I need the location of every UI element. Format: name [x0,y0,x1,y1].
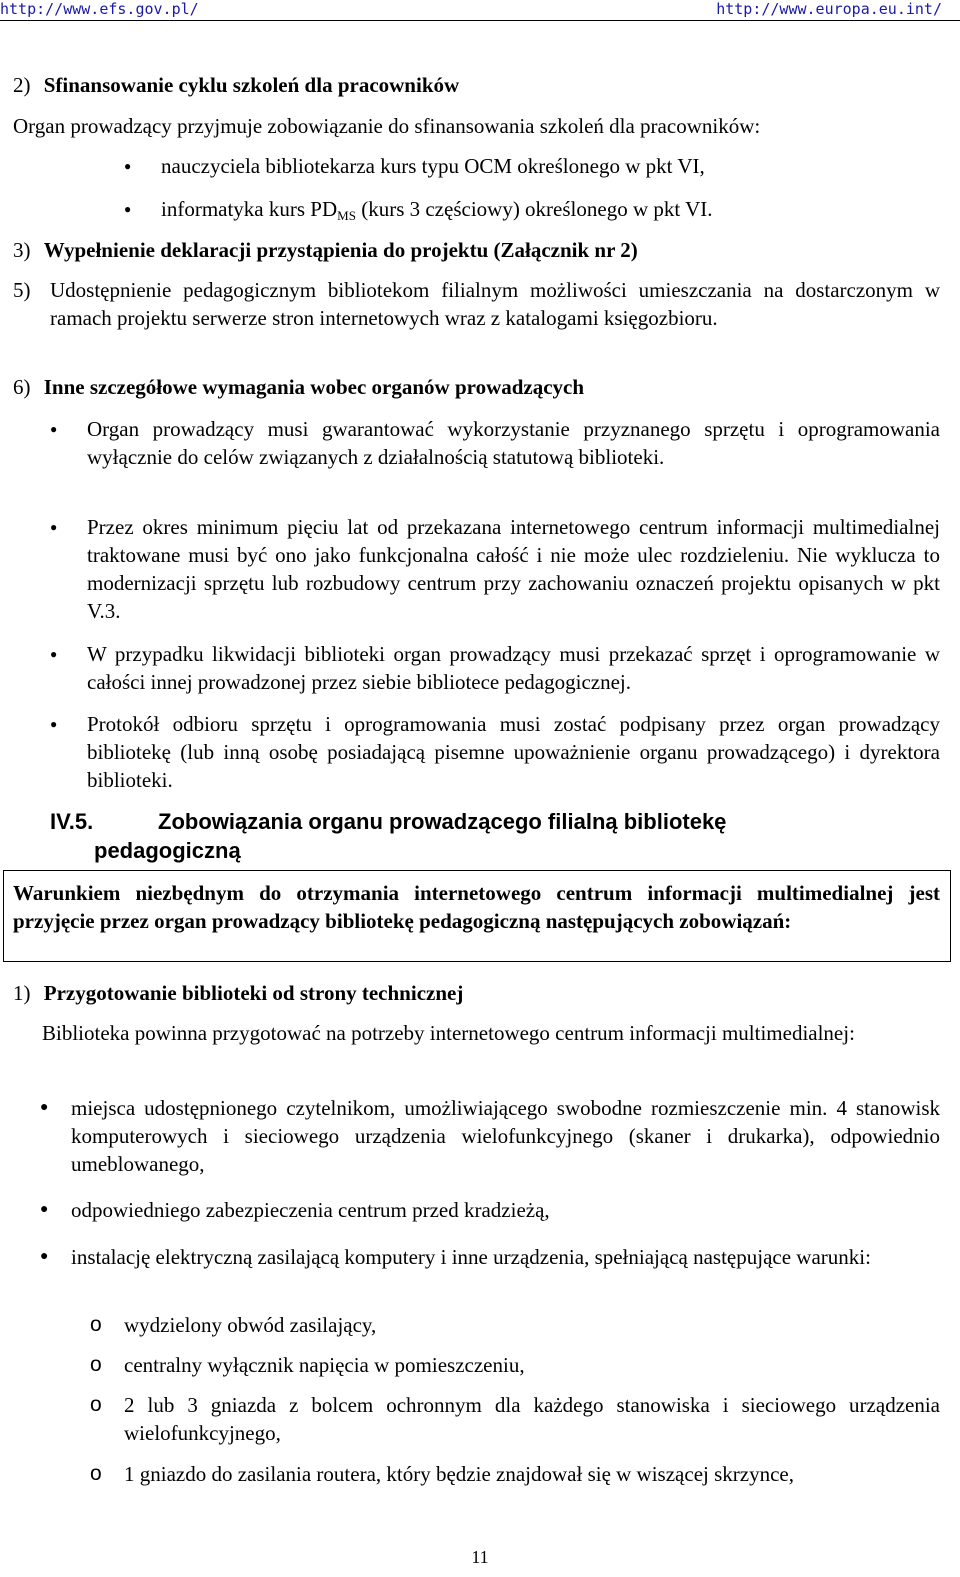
sub-list-item: centralny wyłącznik napięcia w pomieszczeniu, [124,1353,525,1377]
tech-item [13,979,463,1007]
header-right-url[interactable]: http://www.europa.eu.int/ [716,0,942,18]
bullet-icon: ● [50,647,58,661]
list-item: instalację elektryczną zasilającą komputery i inne urządzenia, spełniającą następujące warunki: [71,1245,871,1269]
list-item: Protokół odbioru sprzętu i oprogramowania musi zostać podpisany przez organ prowadzący bibliotekę (lub inną osobę posiadającą pisemne upoważnienie organu prowadzącego) i dyrektora biblioteki. [87,712,940,792]
item-title: Wypełnienie deklaracji przystąpienia do projektu (Załącznik nr 2) [43,238,638,262]
bullet-icon: ● [40,1202,49,1217]
sub-bullet-icon: o [90,1462,102,1485]
sub-bullet-icon: o [90,1313,102,1336]
header-rule [0,20,960,21]
bullet-icon: ● [50,520,58,534]
sub-list-item: 2 lub 3 gniazda z bolcem ochronnym dla każdego stanowiska i sieciowego urządzenia wielofunkcyjnego, [124,1393,940,1445]
item-title: Sfinansowanie cyklu szkoleń dla pracowników [43,73,460,97]
item-number: 3) [13,238,31,262]
item-text: Udostępnienie pedagogicznym bibliotekom filialnym możliwości umieszczania na dostarczonym w ramach projektu serwerze stron internetowych wraz z katalogami księgozbioru. [50,278,940,330]
item-lead: Organ prowadzący przyjmuje zobowiązanie do sfinansowania szkoleń dla pracowników: [13,114,761,138]
item-number: 5) [13,278,31,302]
section-title-line2: pedagogiczną [94,838,241,863]
requirement-text: Warunkiem niezbędnym do otrzymania internetowego centrum informacji multimedialnej jest przyjęcie przez organ prowadzący bibliotekę pedagogiczną następujących zobowiązań: [13,881,940,933]
list-item [161,195,712,230]
list-item: Przez okres minimum pięciu lat od przekazana internetowego centrum informacji multimedialnej traktowane musi być ono jako funkcjonalna całość i nie może ulec rozdzieleniu. Nie wyklucza to modernizacji sprzętu lub rozbudowy centrum przy zachowaniu oznaczeń projektu opisanych w pkt V.3. [87,515,940,623]
tech-lead: Biblioteka powinna przygotować na potrzeby internetowego centrum informacji multimedialnej: [42,1021,855,1045]
item-3 [13,236,638,264]
item-title: Inne szczegółowe wymagania wobec organów prowadzących [43,375,585,399]
list-item: W przypadku likwidacji biblioteki organ prowadzący musi przekazać sprzęt i oprogramowanie w całości innej prowadzonej przez siebie bibliotece pedagogicznej. [87,642,940,694]
bullet-icon: ● [50,717,58,731]
page-number: 11 [471,1547,489,1567]
bullet-icon: ● [124,202,132,216]
bullet-icon: ● [50,422,58,436]
list-item: nauczyciela bibliotekarza kurs typu OCM określonego w pkt VI, [161,154,705,178]
list-item: Organ prowadzący musi gwarantować wykorzystanie przyznanego sprzętu i oprogramowania wyłącznie do celów związanych z działalnością statutową biblioteki. [87,417,940,469]
list-item-part: informatyka kurs PD [161,197,338,221]
subscript: MS [337,208,356,223]
sub-bullet-icon: o [90,1353,102,1376]
bullet-icon: ● [40,1100,49,1115]
item-6 [13,373,584,401]
sub-bullet-icon: o [90,1393,102,1416]
item-2 [13,71,459,99]
item-number: 1) [13,981,31,1005]
item-number: 6) [13,375,31,399]
bullet-icon: ● [40,1249,49,1264]
list-item: odpowiedniego zabezpieczenia centrum przed kradzieżą, [71,1198,550,1222]
sub-list-item: 1 gniazdo do zasilania routera, który będzie znajdował się w wiszącej skrzynce, [124,1462,794,1486]
list-item: miejsca udostępnionego czytelnikom, umożliwiającego swobodne rozmieszczenie min. 4 stanowisk komputerowych i sieciowego urządzenia wielofunkcyjnego (skaner i drukarka), odpowiednio umeblowanego, [71,1096,940,1176]
section-title-line1: Zobowiązania organu prowadzącego filialną bibliotekę [158,809,727,834]
section-number: IV.5. [50,809,94,834]
bullet-icon: ● [124,159,132,173]
item-title: Przygotowanie biblioteki od strony technicznej [43,981,464,1005]
header-left-url[interactable]: http://www.efs.gov.pl/ [0,0,199,18]
list-item-part: (kurs 3 częściowy) określonego w pkt VI. [355,197,713,221]
item-number: 2) [13,73,31,97]
sub-list-item: wydzielony obwód zasilający, [124,1313,377,1337]
